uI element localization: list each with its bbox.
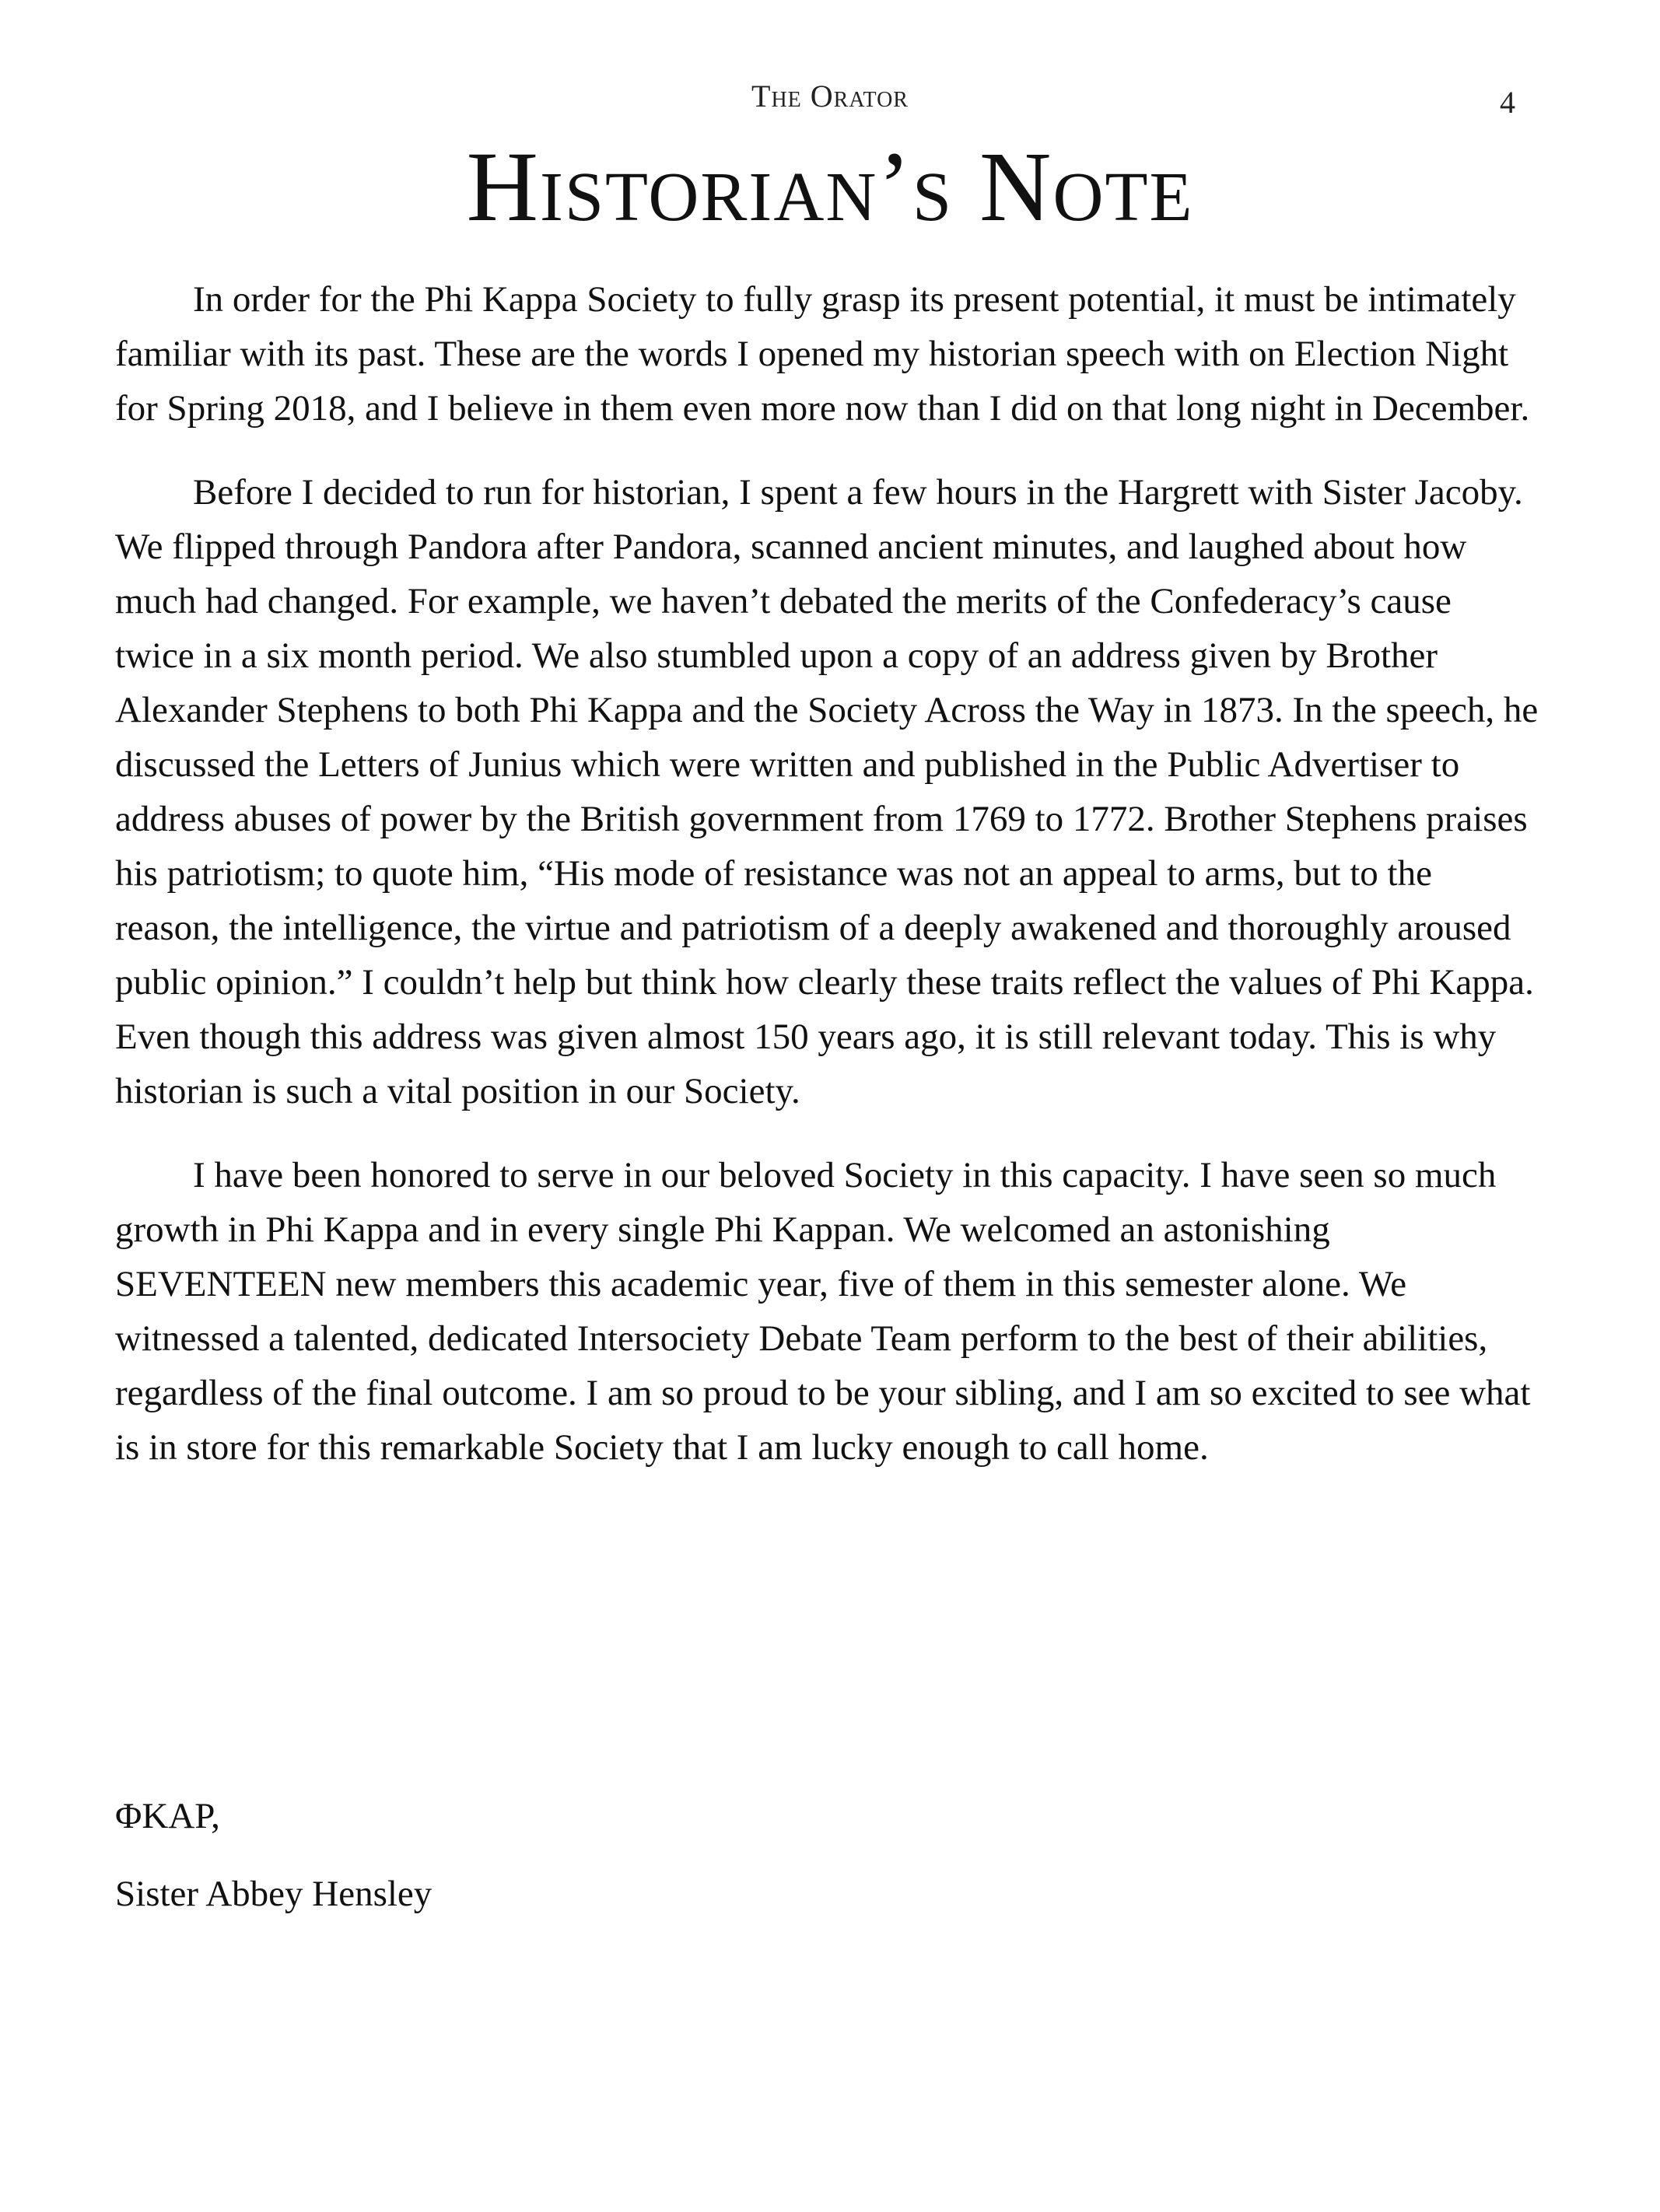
closing-salutation: ΦKAP, — [115, 1796, 220, 1836]
signoff — [115, 1789, 893, 1944]
article-body — [115, 272, 1539, 1504]
running-head: The Orator — [751, 79, 909, 114]
paragraph-1: In order for the Phi Kappa Society to fully grasp its present potential, it must be intimately familiar with its past. These are the words I opened my historian speech with on Election Night for Spring 2018, and I believe in them even more now than I did on that long night in December. — [115, 279, 1530, 429]
signature: Sister Abbey Hensley — [115, 1874, 433, 1914]
paragraph-2: Before I decided to run for historian, I spent a few hours in the Hargrett with Sister Jacoby. We flipped through Pandora after Pandora, scanned ancient minutes, and laughed about how much had changed. For example, we haven’t debated the merits of the Confederacy’s cause twice in a six month period. We also stumbled upon a copy of an address given by Brother Alexander Stephens to both Phi Kappa and the Society Across the Way in 1873. In the speech, he discussed the Letters of Junius which were written and published in the Public Advertiser to address abuses of power by the British government from 1769 to 1772. Brother Stephens praises his patriotism; to quote him, “His mode of resistance was not an appeal to arms, but to the reason, the intelligence, the virtue and patriotism of a deeply awakened and thoroughly aroused public opinion.” I couldn’t help but think how clearly these traits reflect the values of Phi Kappa. Even though this address was given almost 150 years ago, it is still relevant today. This is why historian is such a vital position in our Society. — [115, 472, 1539, 1111]
article-title: Historian’s Note — [466, 131, 1194, 242]
page-number: 4 — [1500, 85, 1515, 120]
paragraph-3: I have been honored to serve in our beloved Society in this capacity. I have seen so much growth in Phi Kappa and in every single Phi Kappan. We welcomed an astonishing SEVENTEEN new members this academic year, five of them in this semester alone. We witnessed a talented, dedicated Intersociety Debate Team perform to the best of their abilities, regardless of the final outcome. I am so proud to be your sibling, and I am so excited to see what is in store for this remarkable Society that I am lucky enough to call home. — [115, 1155, 1531, 1468]
